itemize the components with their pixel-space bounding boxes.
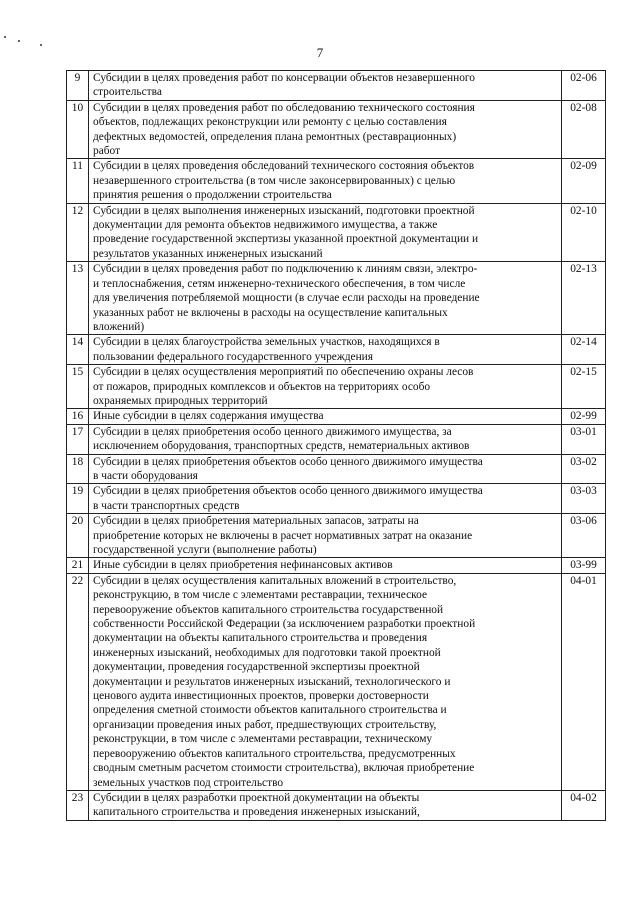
table-row	[67, 558, 606, 573]
table-row	[67, 454, 606, 484]
description-line: приобретение которых не включены в расчет нормативных затрат на оказание	[93, 529, 473, 542]
description-line: дефектных ведомостей, определения плана ремонтных (реставрационных)	[93, 130, 457, 143]
description-line: Субсидии в целях разработки проектной документации на объекты	[93, 791, 420, 804]
table-row	[67, 159, 606, 203]
subsidy-description	[89, 409, 562, 424]
subsidy-description	[89, 335, 562, 365]
table-row	[67, 365, 606, 409]
table-row	[67, 484, 606, 514]
row-number: 22	[67, 573, 89, 790]
table-row	[67, 71, 606, 101]
description-line: Субсидии в целях осуществления мероприятий по обеспечению охраны лесов	[93, 366, 474, 379]
description-line: Субсидии в целях проведения работ по консервации объектов незавершенного	[93, 72, 475, 84]
description-line: Субсидии в целях приобретения объектов особо ценного движимого имущества	[93, 455, 483, 468]
subsidy-description	[89, 573, 562, 790]
description-line: в части транспортных средств	[93, 499, 240, 512]
row-number: 11	[67, 159, 89, 203]
table-row	[67, 514, 606, 558]
description-line: перевооружение объектов капитального строительства государственной	[93, 603, 444, 616]
subsidy-code: 02-13	[562, 262, 606, 335]
description-line: земельных участков под строительство	[93, 776, 284, 789]
subsidy-description	[89, 558, 562, 573]
table-row	[67, 424, 606, 454]
subsidy-codes-table	[66, 70, 606, 821]
subsidy-description	[89, 454, 562, 484]
row-number: 18	[67, 454, 89, 484]
subsidy-code: 03-01	[562, 424, 606, 454]
row-number: 10	[67, 100, 89, 159]
subsidy-code: 02-10	[562, 203, 606, 262]
subsidy-code: 02-09	[562, 159, 606, 203]
description-line: указанных работ не включены в расходы на осуществление капитальных	[93, 306, 448, 319]
description-line: документации на объекты капитального строительства и проведения	[93, 632, 428, 645]
description-line: документации и результатов инженерных изысканий, технологического и	[93, 675, 451, 688]
table-row	[67, 203, 606, 262]
row-number: 23	[67, 790, 89, 820]
subsidy-code: 03-99	[562, 558, 606, 573]
table-row	[67, 100, 606, 159]
row-number: 16	[67, 409, 89, 424]
description-line: и теплоснабжения, сетям инженерно-технического обеспечения, в том числе	[93, 277, 466, 290]
description-line: Субсидии в целях проведения работ по обследованию технического состояния	[93, 101, 475, 114]
description-line: реконструкции, в том числе с элементами реставрации, техническому	[93, 733, 433, 746]
row-number: 19	[67, 484, 89, 514]
description-line: Субсидии в целях проведения обследований технического состояния объектов	[93, 160, 475, 173]
subsidy-description	[89, 262, 562, 335]
subsidy-description	[89, 424, 562, 454]
subsidy-code: 02-99	[562, 409, 606, 424]
description-line: Субсидии в целях проведения работ по подключению к линиям связи, электро-	[93, 263, 478, 276]
row-number: 14	[67, 335, 89, 365]
description-line: результатов указанных инженерных изысканий	[93, 247, 323, 260]
description-line: государственной услуги (выполнение работы)	[93, 544, 317, 556]
description-line: проведение государственной экспертизы указанной проектной документации и	[93, 233, 479, 246]
description-line: для увеличения потребляемой мощности (в случае если расходы на проведение	[93, 292, 480, 305]
description-line: ценового аудита инвестиционных проектов, проверки достоверности	[93, 690, 429, 703]
subsidy-code: 02-08	[562, 100, 606, 159]
row-number: 17	[67, 424, 89, 454]
row-number: 12	[67, 203, 89, 262]
scan-speck	[4, 36, 6, 38]
description-line: Субсидии в целях благоустройства земельных участков, находящихся в	[93, 336, 440, 349]
description-line: сводным сметным расчетом стоимости строительства), включая приобретение	[93, 762, 475, 775]
table-row	[67, 573, 606, 790]
description-line: Субсидии в целях приобретения особо ценного движимого имущества, за	[93, 425, 452, 438]
description-line: реконструкцию, в том числе с элементами реставрации, техническое	[93, 589, 428, 602]
table-row	[67, 790, 606, 820]
description-line: Субсидии в целях выполнения инженерных изысканий, подготовки проектной	[93, 204, 475, 217]
subsidy-code: 03-02	[562, 454, 606, 484]
description-line: незавершенного строительства (в том числе законсервированных) с целью	[93, 174, 456, 187]
description-line: от пожаров, природных комплексов и объектов на территориях особо	[93, 380, 431, 393]
description-line: определения сметной стоимости объектов капитального строительства и	[93, 704, 447, 717]
subsidy-code: 03-03	[562, 484, 606, 514]
subsidy-description	[89, 365, 562, 409]
description-line: вложений)	[93, 320, 145, 333]
table-row	[67, 335, 606, 365]
subsidy-description	[89, 203, 562, 262]
description-line: Иные субсидии в целях приобретения нефинансовых активов	[93, 559, 393, 572]
subsidy-description	[89, 790, 562, 820]
description-line: Иные субсидии в целях содержания имущества	[93, 410, 324, 423]
description-line: документации, проведения государственной экспертизы проектной	[93, 661, 420, 674]
row-number: 15	[67, 365, 89, 409]
description-line: документации для ремонта объектов недвижимого имущества, а также	[93, 219, 438, 232]
subsidy-code: 02-06	[562, 71, 606, 101]
page-number: 7	[316, 45, 324, 60]
subsidy-description	[89, 100, 562, 159]
subsidy-description	[89, 484, 562, 514]
description-line: работ	[93, 145, 121, 158]
description-line: Субсидии в целях приобретения материальных запасов, затраты на	[93, 515, 419, 528]
row-number: 13	[67, 262, 89, 335]
subsidy-code: 02-14	[562, 335, 606, 365]
description-line: инженерных изысканий, необходимых для подготовки такой проектной	[93, 646, 441, 659]
subsidy-code: 04-02	[562, 790, 606, 820]
description-line: исключением оборудования, транспортных средств, нематериальных активов	[93, 440, 470, 453]
description-line: строительства	[93, 86, 162, 99]
subsidy-description	[89, 514, 562, 558]
subsidy-description	[89, 159, 562, 203]
table-row	[67, 409, 606, 424]
table-body	[67, 71, 606, 821]
table-row	[67, 262, 606, 335]
description-line: охраняемых природных территорий	[93, 394, 268, 407]
subsidy-code: 04-01	[562, 573, 606, 790]
description-line: объектов, подлежащих реконструкции или ремонту с целью составления	[93, 116, 447, 129]
scan-speck	[18, 40, 20, 42]
row-number: 9	[67, 71, 89, 101]
description-line: Субсидии в целях приобретения объектов особо ценного движимого имущества	[93, 485, 483, 498]
description-line: в части оборудования	[93, 469, 198, 482]
description-line: собственности Российской Федерации (за исключением разработки проектной	[93, 618, 476, 631]
subsidy-code: 03-06	[562, 514, 606, 558]
description-line: Субсидии в целях осуществления капитальных вложений в строительство,	[93, 574, 457, 587]
description-line: капитального строительства и проведения инженерных изысканий,	[93, 806, 420, 819]
description-line: перевооружению объектов капитального строительства, предусмотренных	[93, 747, 456, 760]
row-number: 20	[67, 514, 89, 558]
row-number: 21	[67, 558, 89, 573]
description-line: организации проведения иных работ, предшествующих строительству,	[93, 718, 437, 731]
description-line: принятия решения о продолжении строительства	[93, 189, 332, 202]
subsidy-description	[89, 71, 562, 101]
subsidy-code: 02-15	[562, 365, 606, 409]
description-line: пользовании федерального государственного учреждения	[93, 350, 373, 363]
